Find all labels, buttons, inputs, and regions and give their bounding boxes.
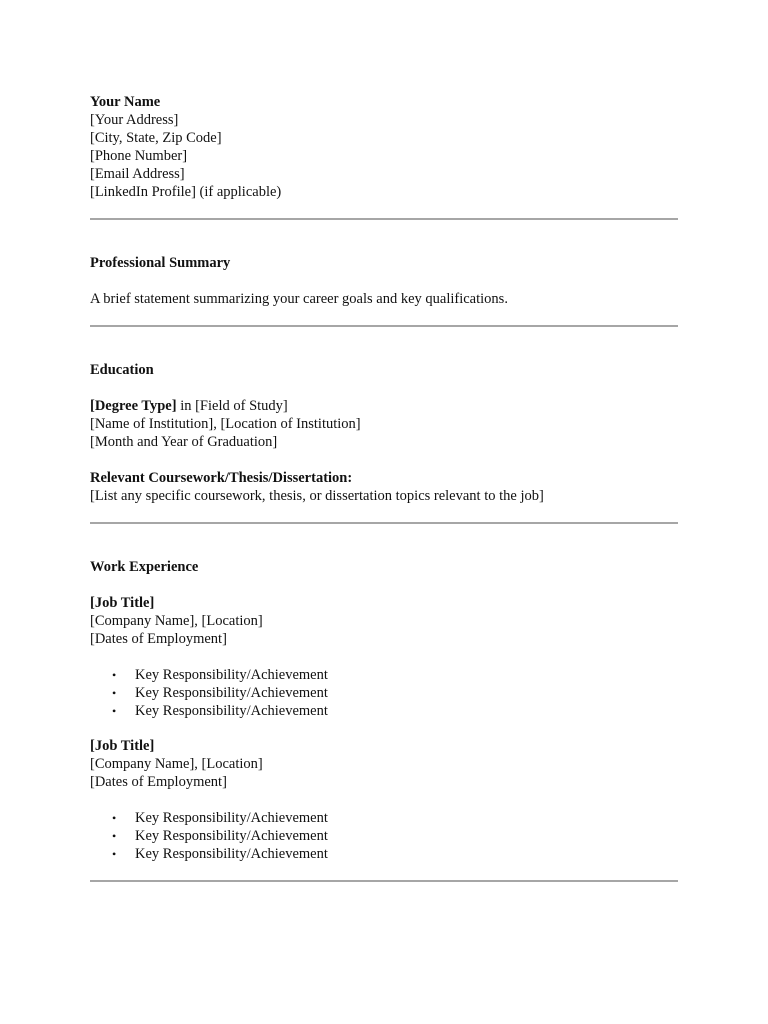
work-heading: Work Experience xyxy=(90,559,199,575)
bullet-icon: • xyxy=(112,704,117,718)
section-divider xyxy=(90,522,678,524)
job-title: [Job Title] xyxy=(90,738,155,754)
job-company: [Company Name], [Location] xyxy=(90,613,263,629)
bullet-icon: • xyxy=(112,847,117,861)
section-divider xyxy=(90,325,678,327)
contact-linkedin: [LinkedIn Profile] (if applicable) xyxy=(90,184,282,200)
contact-name: Your Name xyxy=(90,94,161,110)
contact-city-state-zip: [City, State, Zip Code] xyxy=(90,130,222,146)
contact-phone: [Phone Number] xyxy=(90,148,188,164)
summary-heading: Professional Summary xyxy=(90,255,231,271)
section-divider xyxy=(90,218,678,220)
contact-email: [Email Address] xyxy=(90,166,185,182)
degree-field: in [Field of Study] xyxy=(176,398,288,414)
section-divider xyxy=(90,880,678,882)
job-bullet: Key Responsibility/Achievement xyxy=(135,685,328,701)
job-bullet: Key Responsibility/Achievement xyxy=(135,667,328,683)
job-title: [Job Title] xyxy=(90,595,155,611)
job-bullet: Key Responsibility/Achievement xyxy=(135,828,328,844)
job-dates: [Dates of Employment] xyxy=(90,631,227,647)
coursework-text: [List any specific coursework, thesis, or dissertation topics relevant to the job] xyxy=(90,488,544,504)
bullet-icon: • xyxy=(112,811,117,825)
job-dates: [Dates of Employment] xyxy=(90,774,227,790)
degree-type: [Degree Type] xyxy=(90,398,177,414)
coursework-heading: Relevant Coursework/Thesis/Dissertation: xyxy=(90,470,353,486)
job-company: [Company Name], [Location] xyxy=(90,756,263,772)
bullet-icon: • xyxy=(112,829,117,843)
summary-text: A brief statement summarizing your career goals and key qualifications. xyxy=(90,291,508,307)
job-bullet: Key Responsibility/Achievement xyxy=(135,703,328,719)
education-institution: [Name of Institution], [Location of Institution] xyxy=(90,416,361,432)
bullet-icon: • xyxy=(112,668,117,682)
contact-address: [Your Address] xyxy=(90,112,179,128)
education-graduation: [Month and Year of Graduation] xyxy=(90,434,278,450)
job-bullet: Key Responsibility/Achievement xyxy=(135,846,328,862)
bullet-icon: • xyxy=(112,686,117,700)
education-heading: Education xyxy=(90,362,154,378)
education-degree xyxy=(90,397,288,415)
job-bullet: Key Responsibility/Achievement xyxy=(135,810,328,826)
